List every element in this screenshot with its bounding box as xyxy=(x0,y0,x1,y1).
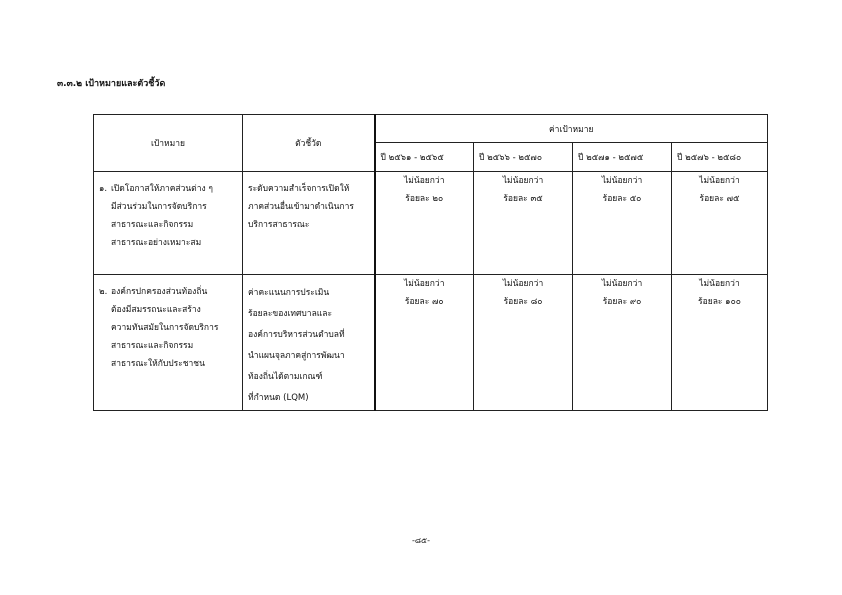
table-header-row xyxy=(94,115,768,143)
goal-line: มีส่วนร่วมในการจัดบริการ xyxy=(111,202,207,212)
header-indicator: ตัวชี้วัด xyxy=(243,115,375,172)
goal-line: องค์กรปกครองส่วนท้องถิ่น xyxy=(111,287,208,297)
page-number: -๘๕- xyxy=(412,536,430,545)
goal-line: สาธารณะให้กับประชาชน xyxy=(111,359,205,369)
header-year-1: ปี ๒๕๖๑ - ๒๕๖๕ xyxy=(375,143,474,172)
header-year-4: ปี ๒๕๗๖ - ๒๕๘๐ xyxy=(672,143,768,172)
header-year-3: ปี ๒๕๗๑ - ๒๕๗๕ xyxy=(573,143,672,172)
target-cell: ไม่น้อยกว่า ร้อยละ ๑๐๐ xyxy=(672,275,768,411)
goal-cell xyxy=(94,275,243,411)
indicator-line: องค์การบริหารส่วนตำบลที่ xyxy=(248,330,345,340)
header-goal: เป้าหมาย xyxy=(94,115,243,172)
indicator-line: ท้องถิ่นได้ตามเกณฑ์ xyxy=(248,372,323,382)
header-target: ค่าเป้าหมาย xyxy=(375,115,768,143)
goal-number: ๒. xyxy=(99,287,108,297)
target-cell: ไม่น้อยกว่า ร้อยละ ๗๐ xyxy=(375,275,474,411)
table-row xyxy=(94,172,768,275)
goal-cell xyxy=(94,172,243,275)
indicator-line: ร้อยละของเทศบาลและ xyxy=(248,309,333,319)
goal-line: เปิดโอกาสให้ภาคส่วนต่าง ๆ xyxy=(111,184,213,194)
indicator-cell xyxy=(243,275,375,411)
section-heading: ๓.๓.๒ เป้าหมายและตัวชี้วัด xyxy=(57,79,166,89)
target-cell: ไม่น้อยกว่า ร้อยละ ๙๐ xyxy=(573,275,672,411)
goal-line: ต้องมีสมรรถนะและสร้าง xyxy=(111,305,201,315)
indicator-line: ระดับความสำเร็จการเปิดให้ xyxy=(248,184,350,194)
target-cell: ไม่น้อยกว่า ร้อยละ ๕๐ xyxy=(573,172,672,275)
goals-indicators-table xyxy=(93,114,768,411)
header-year-2: ปี ๒๕๖๖ - ๒๕๗๐ xyxy=(474,143,573,172)
indicator-cell xyxy=(243,172,375,275)
target-cell: ไม่น้อยกว่า ร้อยละ ๓๕ xyxy=(474,172,573,275)
goal-number: ๑. xyxy=(99,184,108,194)
target-cell: ไม่น้อยกว่า ร้อยละ ๒๐ xyxy=(375,172,474,275)
table-row xyxy=(94,275,768,411)
target-cell: ไม่น้อยกว่า ร้อยละ ๘๐ xyxy=(474,275,573,411)
indicator-line: นำแผนจุลภาคสู่การพัฒนา xyxy=(248,351,345,361)
indicator-line: ที่กำหนด (LQM) xyxy=(248,393,309,403)
target-cell: ไม่น้อยกว่า ร้อยละ ๗๕ xyxy=(672,172,768,275)
goal-line: สาธารณะอย่างเหมาะสม xyxy=(111,238,202,248)
goal-line: สาธารณะและกิจกรรม xyxy=(111,341,194,351)
indicator-line: ค่าคะแนนการประเมิน xyxy=(248,288,330,298)
goal-line: ความทันสมัยในการจัดบริการ xyxy=(111,323,219,333)
indicator-line: บริการสาธารณะ xyxy=(248,220,310,230)
goal-line: สาธารณะและกิจกรรม xyxy=(111,220,194,230)
indicator-line: ภาคส่วนอื่นเข้ามาดำเนินการ xyxy=(248,202,354,212)
